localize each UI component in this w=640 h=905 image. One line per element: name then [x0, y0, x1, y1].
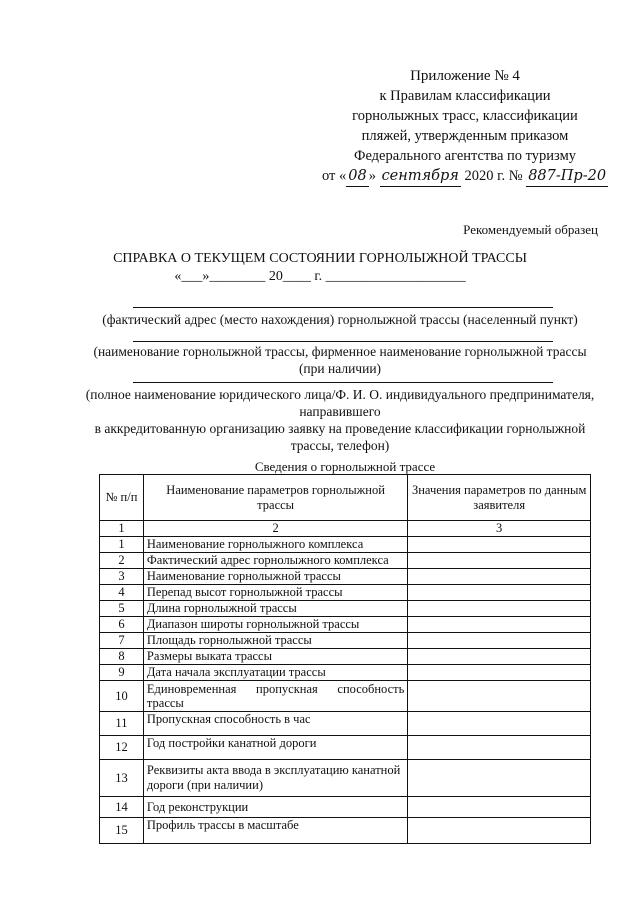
entity-blank-line [133, 382, 553, 383]
trail-info-table [99, 474, 591, 844]
table-row [100, 797, 591, 818]
header-parameter-value: Значения параметров по данным заявителя [408, 475, 591, 521]
parameter-name: Год постройки канатной дороги [143, 736, 407, 760]
table-row [100, 681, 591, 712]
column-number: 1 [100, 521, 144, 537]
table-row [100, 665, 591, 681]
parameter-name: Размеры выката трассы [143, 649, 407, 665]
parameter-value-cell[interactable] [408, 736, 591, 760]
column-number: 2 [143, 521, 407, 537]
appendix-line-5: Федерального агентства по туризму [353, 148, 577, 164]
parameter-name: Пропускная способность в час [143, 712, 407, 736]
document-title: СПРАВКА О ТЕКУЩЕМ СОСТОЯНИИ ГОРНОЛЫЖНОЙ ТРАССЫ [113, 251, 527, 266]
parameter-value-cell[interactable] [408, 818, 591, 844]
row-number: 2 [100, 553, 144, 569]
parameter-name: Наименование горнолыжного комплекса [143, 537, 407, 553]
date-month: сентября [380, 166, 461, 187]
row-number: 8 [100, 649, 144, 665]
parameter-value-cell[interactable] [408, 601, 591, 617]
address-caption: (фактический адрес (место нахождения) горнолыжной трассы (населенный пункт) [102, 312, 578, 327]
column-number-row [100, 521, 591, 537]
row-number: 7 [100, 633, 144, 649]
row-number: 5 [100, 601, 144, 617]
date-mid: » [368, 168, 376, 184]
entity-caption-line-3: в аккредитованную организацию заявку на проведение классификации горнолыжной [94, 421, 586, 436]
parameter-value-cell[interactable] [408, 569, 591, 585]
date-template: «___»________ 20____ г. ____________________ [174, 269, 466, 284]
parameter-name: Площадь горнолыжной трассы [143, 633, 407, 649]
header-parameter-name: Наименование параметров горнолыжной трассы [143, 475, 407, 521]
parameter-value-cell[interactable] [408, 633, 591, 649]
row-number: 12 [100, 736, 144, 760]
parameter-value-cell[interactable] [408, 553, 591, 569]
parameter-value-cell[interactable] [408, 712, 591, 736]
date-year: 2020 г. № [464, 168, 523, 184]
table-row [100, 569, 591, 585]
table-row [100, 553, 591, 569]
row-number: 15 [100, 818, 144, 844]
table-row [100, 601, 591, 617]
parameter-value-cell[interactable] [408, 585, 591, 601]
parameter-name: Диапазон широты горнолыжной трассы [143, 617, 407, 633]
row-number: 6 [100, 617, 144, 633]
date-day: 08 [346, 166, 368, 187]
parameter-value-cell[interactable] [408, 617, 591, 633]
date-prefix: от « [321, 168, 347, 184]
parameter-value-cell[interactable] [408, 649, 591, 665]
parameter-name: Перепад высот горнолыжной трассы [143, 585, 407, 601]
parameter-value-cell[interactable] [408, 760, 591, 797]
parameter-value-cell[interactable] [408, 537, 591, 553]
appendix-line-4: пляжей, утвержденным приказом [361, 128, 569, 144]
appendix-number: Приложение № 4 [410, 68, 520, 84]
table-row [100, 736, 591, 760]
column-number: 3 [408, 521, 591, 537]
table-row [100, 818, 591, 844]
parameter-name: Профиль трассы в масштабе [143, 818, 407, 844]
row-number: 3 [100, 569, 144, 585]
trail-name-caption-line-2: (при наличии) [298, 361, 382, 376]
table-row [100, 760, 591, 797]
trail-name-caption-line-1: (наименование горнолыжной трассы, фирменное наименование горнолыжной трассы [93, 344, 587, 359]
header-number: № п/п [100, 475, 144, 521]
row-number: 14 [100, 797, 144, 818]
appendix-line-3: горнолыжных трасс, классификации [352, 108, 578, 124]
row-number: 10 [100, 681, 144, 712]
row-number: 11 [100, 712, 144, 736]
row-number: 9 [100, 665, 144, 681]
parameter-value-cell[interactable] [408, 681, 591, 712]
document-title-block [0, 250, 640, 286]
table-caption: Сведения о горнолыжной трассе [254, 459, 436, 474]
appendix-header [300, 66, 630, 187]
table-row [100, 585, 591, 601]
recommended-sample-label: Рекомендуемый образец [463, 222, 598, 237]
parameter-name: Длина горнолыжной трассы [143, 601, 407, 617]
trail-name-caption [90, 343, 590, 377]
appendix-line-2: к Правилам классификации [379, 88, 551, 104]
entity-caption-line-2: направившего [299, 404, 381, 419]
parameter-value-cell[interactable] [408, 797, 591, 818]
parameter-name: Фактический адрес горнолыжного комплекса [143, 553, 407, 569]
row-number: 13 [100, 760, 144, 797]
table-row [100, 649, 591, 665]
parameter-name: Единовременная пропускная способность трассы [143, 681, 407, 712]
parameter-name: Дата начала эксплуатации трассы [143, 665, 407, 681]
table-header-row [100, 475, 591, 521]
trail-name-blank-line [133, 341, 553, 342]
order-number: 887-Пр-20 [526, 166, 608, 187]
parameter-value-cell[interactable] [408, 665, 591, 681]
appendix-date-line [300, 166, 630, 187]
table-row [100, 633, 591, 649]
row-number: 4 [100, 585, 144, 601]
parameter-name: Реквизиты акта ввода в эксплуатацию канатной дороги (при наличии) [143, 760, 407, 797]
entity-caption [70, 386, 610, 454]
parameter-name: Наименование горнолыжной трассы [143, 569, 407, 585]
table-row [100, 712, 591, 736]
table-row [100, 537, 591, 553]
entity-caption-line-4: трассы, телефон) [290, 438, 390, 453]
table-row [100, 617, 591, 633]
address-blank-line [133, 307, 553, 308]
parameter-name: Год реконструкции [143, 797, 407, 818]
entity-caption-line-1: (полное наименование юридического лица/Ф. И. О. индивидуального предпринимателя, [85, 387, 595, 402]
row-number: 1 [100, 537, 144, 553]
